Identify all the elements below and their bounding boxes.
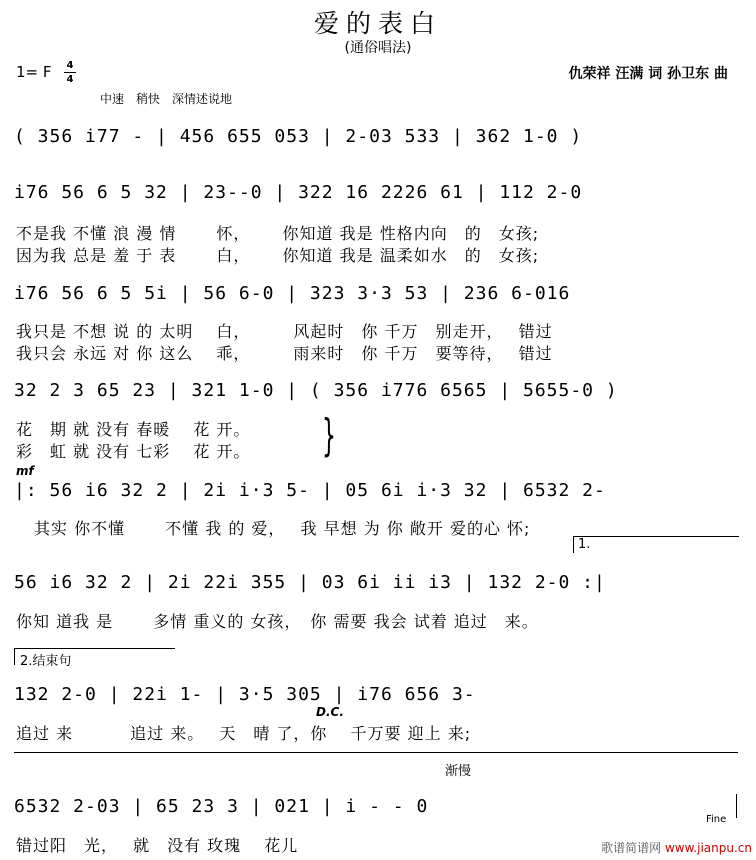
notation-row-1: ( 356 i77 - | 456 655 053 | 2-03 533 | 362 1-0 ) <box>14 126 583 147</box>
lyric-row-6: 你知 道我 是 多情 重义的 女孩， 你 需要 我会 试着 追过 来。 <box>16 612 539 631</box>
watermark <box>601 839 752 856</box>
volta-label-1: 1. <box>578 537 591 552</box>
time-bottom: 4 <box>66 74 74 85</box>
watermark-url: www.jianpu.cn <box>664 841 752 855</box>
notation-row-8: 6532 2-03 | 65 23 3 | 021 | i - - 0 <box>14 796 429 817</box>
song-subtitle: (通俗唱法) <box>344 40 412 56</box>
lyric-row-2-verse-2: 因为我 总是 羞 于 表 白， 你知道 我是 温柔如水 的 女孩; <box>16 246 540 265</box>
lyric-row-3-verse-1: 我只是 不想 说 的 太明 白， 风起时 你 千万 别走开， 错过 <box>16 322 553 341</box>
time-divider <box>64 72 76 73</box>
final-barline-thin <box>736 794 737 818</box>
lyric-row-4-verse-2: 彩 虹 就 没有 七彩 花 开。 <box>16 442 251 461</box>
lyric-row-7: 追过 来 追过 来。 天 晴 了，你 千万要 迎上 来; <box>16 724 472 743</box>
volta-label-2: 2.结束句 <box>20 654 72 669</box>
song-title: 爱的表白 <box>313 9 442 38</box>
lyric-row-3-verse-2: 我只会 永远 对 你 这么 乖， 雨来时 你 千万 要等待， 错过 <box>16 344 553 363</box>
notation-row-5: |: 56 i6 32 2 | 2i i·3 5- | 05 6i i·3 32 | 6532 2- <box>14 480 606 501</box>
notation-row-3: i76 56 6 5 5i | 56 6-0 | 323 3·3 53 | 236 6-016 <box>14 283 571 304</box>
watermark-site: 歌谱简谱网 <box>601 841 662 855</box>
verse-brace: } <box>322 410 336 461</box>
notation-row-6: 56 i6 32 2 | 2i 22i 355 | 03 6i ii i3 | 132 2-0 :| <box>14 572 606 593</box>
tempo-marking: 中速 稍快 深情述说地 <box>100 92 233 106</box>
lyric-row-2-verse-1: 不是我 不懂 浪 漫 情 怀， 你知道 我是 性格内向 的 女孩; <box>16 224 540 243</box>
notation-row-4: 32 2 3 65 23 | 321 1-0 | ( 356 i776 6565 | 5655-0 ) <box>14 380 618 401</box>
notation-row-2: i76 56 6 5 32 | 23--0 | 322 16 2226 61 | 112 2-0 <box>14 182 583 203</box>
rit-line <box>14 752 738 753</box>
time-top: 4 <box>66 60 74 71</box>
notation-row-7: 132 2-0 | 22i 1- | 3·5 305 | i76 656 3- <box>14 684 476 705</box>
volta-bracket-1 <box>573 536 739 553</box>
fine-marking: Fine <box>706 814 727 825</box>
lyric-row-8: 错过阳 光， 就 没有 玫瑰 花儿 <box>16 836 299 855</box>
lyric-row-5: 其实 你不懂 不懂 我 的 爱， 我 早想 为 你 敞开 爱的心 怀; <box>34 519 531 538</box>
credits: 仇荣祥 汪满 词 孙卫东 曲 <box>568 66 728 82</box>
key-signature: 1= F <box>16 63 52 81</box>
dc-marking: D.C. <box>316 705 344 719</box>
lyric-row-4-verse-1: 花 期 就 没有 春暖 花 开。 <box>16 420 251 439</box>
time-signature <box>64 60 76 85</box>
dynamic-mf: mf <box>16 464 34 478</box>
dynamic-rit: 渐慢 <box>445 764 472 779</box>
